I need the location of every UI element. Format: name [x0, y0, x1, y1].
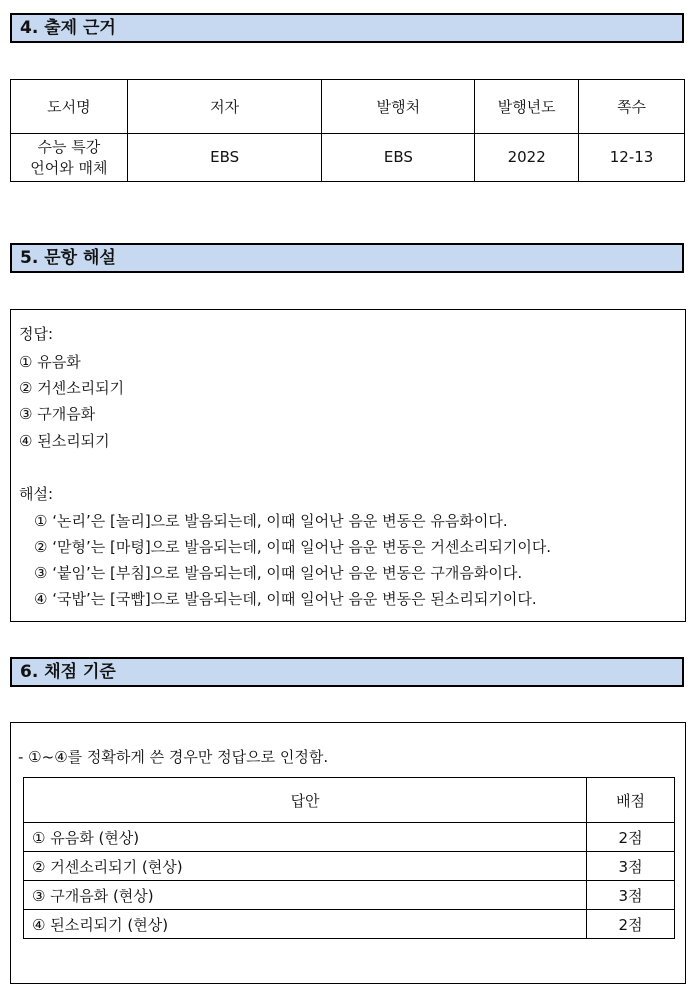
header-pages: 쪽수 — [579, 80, 685, 134]
answer-cell: ④ 된소리되기 (현상) — [24, 910, 587, 939]
header-book-title: 도서명 — [11, 80, 128, 134]
answer-cell: ① 유음화 (현상) — [24, 823, 587, 852]
cell-publisher: EBS — [322, 134, 475, 182]
scoring-table — [23, 777, 675, 939]
explanation-box — [10, 309, 686, 622]
table-row — [24, 881, 675, 910]
reference-table — [10, 79, 685, 182]
header-year: 발행년도 — [475, 80, 579, 134]
reference-table-header-row — [11, 80, 685, 134]
answer-label: 정답: — [19, 325, 54, 343]
cell-pages: 12-13 — [579, 134, 685, 182]
answer-item: ② 거센소리되기 — [19, 379, 125, 397]
cell-book-title — [11, 134, 128, 182]
header-publisher: 발행처 — [322, 80, 475, 134]
explanation-item: ④ ‘국밥’는 [국빱]으로 발음되는데, 이때 일어난 음운 변동은 된소리되기이다. — [34, 590, 537, 608]
section-6-header: 6. 채점 기준 — [10, 657, 684, 687]
answer-item: ① 유음화 — [19, 353, 81, 371]
scoring-note: - ①~④를 정확하게 쓴 경우만 정답으로 인정함. — [18, 748, 329, 766]
points-cell: 2점 — [587, 910, 675, 939]
explanation-label: 해설: — [19, 485, 54, 503]
header-answer: 답안 — [24, 778, 587, 823]
points-cell: 3점 — [587, 881, 675, 910]
book-title-line-2: 언어와 매체 — [30, 158, 108, 177]
reference-table-row — [11, 134, 685, 182]
table-row — [24, 823, 675, 852]
scoring-table-header-row — [24, 778, 675, 823]
book-title-line-1: 수능 특강 — [37, 137, 101, 156]
points-cell: 3점 — [587, 852, 675, 881]
scoring-box — [10, 722, 686, 984]
points-cell: 2점 — [587, 823, 675, 852]
table-row — [24, 910, 675, 939]
answer-cell: ② 거센소리되기 (현상) — [24, 852, 587, 881]
answer-item: ③ 구개음화 — [19, 405, 96, 423]
header-points: 배점 — [587, 778, 675, 823]
explanation-item: ② ‘맏형’는 [마텽]으로 발음되는데, 이때 일어난 음운 변동은 거센소리되기이다. — [34, 538, 552, 556]
answer-item: ④ 된소리되기 — [19, 432, 110, 450]
section-4-header: 4. 출제 근거 — [10, 13, 684, 43]
explanation-item: ③ ‘붙임’는 [부침]으로 발음되는데, 이때 일어난 음운 변동은 구개음화이다. — [34, 564, 523, 582]
section-5-header: 5. 문항 해설 — [10, 243, 684, 273]
header-author: 저자 — [127, 80, 322, 134]
answer-cell: ③ 구개음화 (현상) — [24, 881, 587, 910]
cell-author: EBS — [127, 134, 322, 182]
explanation-item: ① ‘논리’은 [놀리]으로 발음되는데, 이때 일어난 음운 변동은 유음화이다. — [34, 512, 508, 530]
cell-year: 2022 — [475, 134, 579, 182]
table-row — [24, 852, 675, 881]
